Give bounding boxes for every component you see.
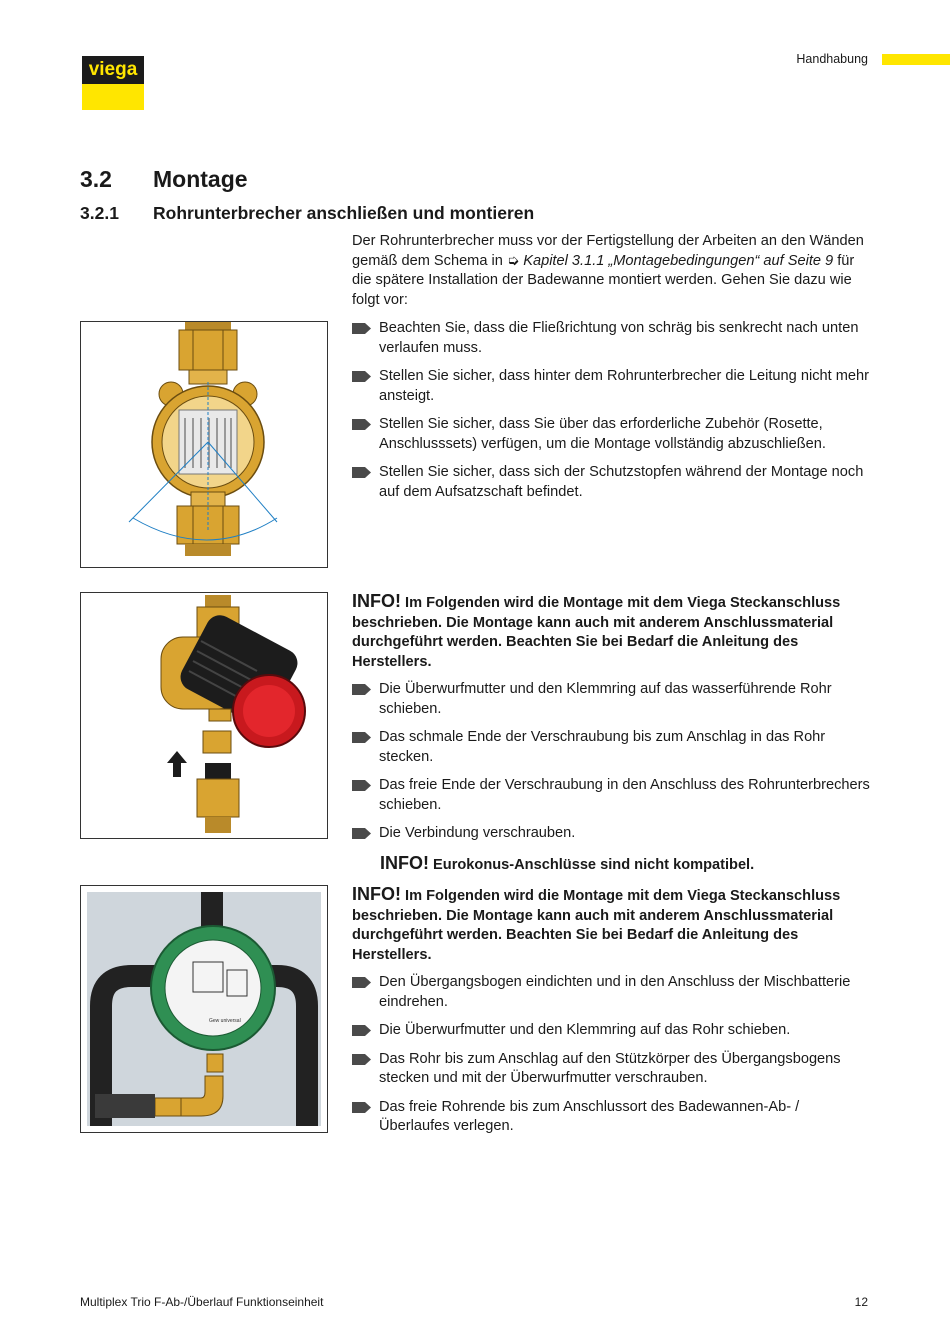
viega-logo: [82, 56, 144, 110]
list-item: [352, 728, 872, 767]
list-item-text: Die Verbindung verschrauben.: [379, 825, 576, 841]
list-item: [352, 973, 872, 1012]
list-item: [352, 1098, 872, 1137]
list-item-text: Das schmale Ende der Verschraubung bis zum Anschlag in das Rohr stecken.: [379, 729, 826, 765]
bullet-arrow-icon: [352, 977, 371, 988]
list-item-text: Den Übergangsbogen eindichten und in den Anschluss der Mischbatterie eindrehen.: [379, 974, 851, 1010]
heading-number: 3.2: [80, 166, 112, 192]
section-marker-bar: [882, 54, 950, 65]
logo-wordmark: viega: [82, 56, 144, 84]
plug-connection-illustration: [81, 593, 327, 838]
info-text: Im Folgenden wird die Montage mit dem Viega Steckanschluss beschrieben. Die Montage kann auch mit anderem Anschlussmaterial durchgeführt werden. Beachten Sie bei Bedarf die Anleitung des Herstellers.: [352, 595, 841, 670]
intro-text-after: für die spätere Installation der Badewanne montiert werden. Gehen Sie dazu wie folgt vor:: [352, 252, 855, 308]
bullet-arrow-icon: [352, 684, 371, 695]
list-item-text: Beachten Sie, dass die Fließrichtung von schräg bis senkrecht nach unten verlaufen muss.: [379, 320, 859, 356]
list-item-text: Stellen Sie sicher, dass sich der Schutzstopfen während der Montage noch auf dem Aufsatzschaft befindet.: [379, 464, 864, 500]
list-item: [352, 1021, 872, 1041]
info-text: Im Folgenden wird die Montage mit dem Viega Steckanschluss beschrieben. Die Montage kann auch mit anderem Anschlussmaterial durchgeführt werden. Beachten Sie bei Bedarf die Anleitung des Herstellers.: [352, 888, 841, 963]
list-item-text: Das Rohr bis zum Anschlag auf den Stützkörper des Übergangsbogens stecken und mit der Überwurfmutter verschrauben.: [379, 1050, 841, 1086]
bullet-arrow-icon: [352, 1054, 371, 1065]
list-item: [352, 1050, 872, 1089]
info-note-compat: [380, 853, 754, 874]
link-arrow-icon: ➭: [506, 252, 520, 269]
footer-product-name: Multiplex Trio F-Ab-/Überlauf Funktionseinheit: [80, 1295, 324, 1309]
logo-yellow-block: [82, 84, 144, 110]
list-item: [352, 319, 872, 358]
info-note-2: [352, 885, 862, 965]
page-number: 12: [854, 1295, 868, 1309]
list-item-text: Das freie Ende der Verschraubung in den Anschluss des Rohrunterbrechers schieben.: [379, 777, 870, 813]
pipe-interrupter-illustration: [81, 322, 327, 567]
mixer-elbow-illustration: [81, 886, 327, 1132]
list-item: [352, 415, 872, 454]
figure-mixer-elbow: [80, 885, 328, 1133]
bullet-arrow-icon: [352, 419, 371, 430]
info-text: Eurokonus-Anschlüsse sind nicht kompatibel.: [429, 857, 755, 873]
list-item-text: Stellen Sie sicher, dass Sie über das erforderliche Zubehör (Rosette, Anschlusssets) verfügen, um die Montage vollständig abzuschließen.: [379, 416, 826, 452]
list-item: [352, 367, 872, 406]
bullet-arrow-icon: [352, 732, 371, 743]
figure-pipe-interrupter: [80, 321, 328, 568]
connection-steps-list: [352, 680, 872, 853]
list-item: [352, 776, 872, 815]
list-item-text: Die Überwurfmutter und den Klemmring auf das wasserführende Rohr schieben.: [379, 681, 832, 717]
subheading-number: 3.2.1: [80, 203, 119, 223]
bullet-arrow-icon: [352, 467, 371, 478]
precondition-list: [352, 319, 872, 511]
mixer-steps-list: [352, 973, 872, 1146]
intro-text-before: Der Rohrunterbrecher muss vor der Fertigstellung der Arbeiten an den Wänden gemäß dem Schema in: [352, 233, 864, 269]
list-item: [352, 824, 872, 844]
bullet-arrow-icon: [352, 1025, 371, 1036]
list-item: [352, 680, 872, 719]
bullet-arrow-icon: [352, 371, 371, 382]
info-label: INFO!: [352, 591, 401, 611]
bullet-arrow-icon: [352, 323, 371, 334]
info-note-1: [352, 592, 862, 672]
bullet-arrow-icon: [352, 828, 371, 839]
bullet-arrow-icon: [352, 780, 371, 791]
cross-reference-link[interactable]: Kapitel 3.1.1 „Montagebedingungen“ auf Seite 9: [519, 252, 834, 269]
figure3-label: Gew universal: [209, 1018, 241, 1024]
list-item-text: Die Überwurfmutter und den Klemmring auf das Rohr schieben.: [379, 1022, 791, 1038]
heading-title: Montage: [153, 166, 248, 192]
info-label: INFO!: [380, 853, 429, 873]
list-item: [352, 463, 872, 502]
info-label: INFO!: [352, 884, 401, 904]
list-item-text: Stellen Sie sicher, dass hinter dem Rohrunterbrecher die Leitung nicht mehr ansteigt.: [379, 368, 869, 404]
section-label: Handhabung: [796, 52, 868, 66]
bullet-arrow-icon: [352, 1102, 371, 1113]
subheading-title: Rohrunterbrecher anschließen und montieren: [153, 203, 535, 223]
list-item-text: Das freie Rohrende bis zum Anschlussort des Badewannen-Ab- / Überlaufes verlegen.: [379, 1098, 800, 1134]
intro-paragraph: [352, 232, 872, 310]
figure-plug-connection: [80, 592, 328, 839]
